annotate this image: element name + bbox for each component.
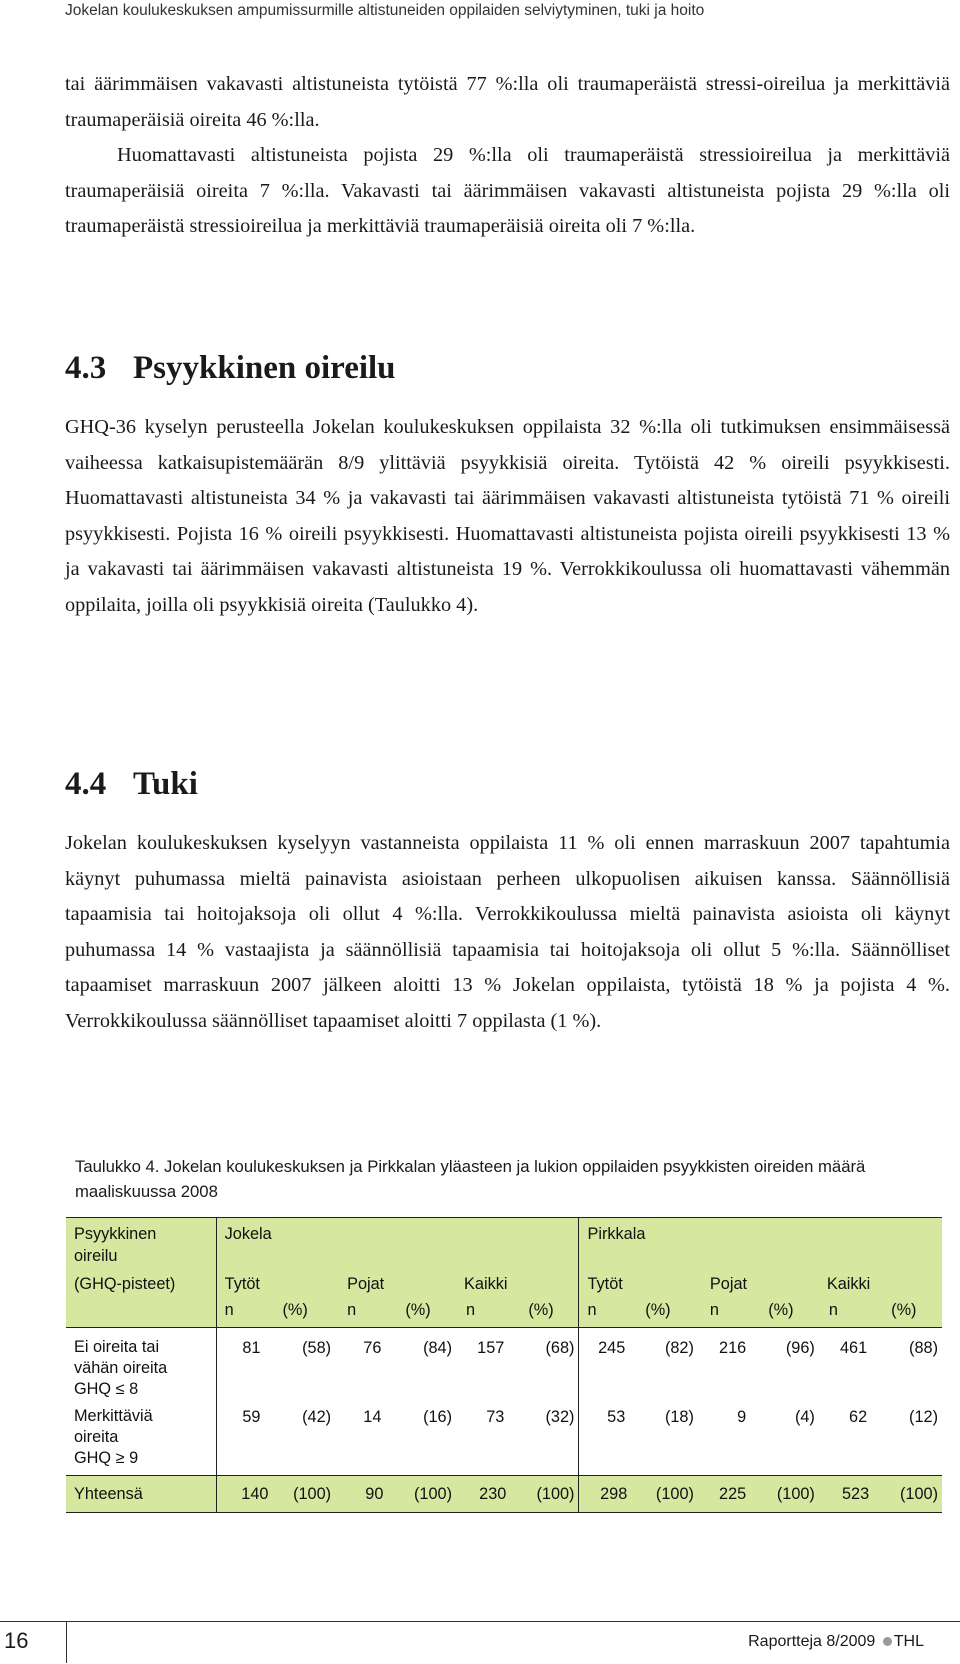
sub-pojat: Pojat: [700, 1267, 821, 1295]
cell-n: 90: [337, 1476, 393, 1513]
cell-pct: (100): [272, 1476, 337, 1513]
intro-paragraph-1: tai äärimmäisen vakavasti altistuneista tytöistä 77 %:lla oli traumaperäistä stressi-oireilua ja merkittäviä traumaperäisiä oireita 46 %:lla.: [65, 73, 950, 131]
table-caption: Taulukko 4. Jokelan koulukeskuksen ja Pirkkalan yläasteen ja lukion oppilaiden psyykkisten oireiden määrä maaliskuussa 2008: [75, 1157, 866, 1201]
section-4-4-heading: [65, 764, 198, 804]
cell-n: 81: [216, 1328, 272, 1401]
cell-n: 59: [216, 1400, 272, 1476]
cell-n: 298: [579, 1476, 635, 1513]
cell-pct: (82): [664, 1339, 694, 1357]
pct-label: (%): [635, 1295, 700, 1328]
section-4-3-body: GHQ-36 kyselyn perusteella Jokelan koulukeskuksen oppilaista 32 %:lla oli tutkimuksen ensimmäisessä vaiheessa katkaisupistemäärän 8/9 ylittäviä psyykkisiä oireita. Tytöistä 42 % oireili psyykkisesti. Huomattavasti altistuneista 34 % ja vakavasti tai äärimmäisen vakavasti altistuneista tytöistä 71 % oireili psyykkisesti. Pojista 16 % oireili psyykkisesti. Huomattavasti altistuneista pojista oireili psyykkisesti 13 % ja vakavasti tai äärimmäisen vakavasti altistuneista 19 %. Verrokkikoulussa oli huomattavasti vähemmän oppilaita, joilla oli psyykkisiä oireita (Taulukko 4).: [65, 416, 950, 616]
footer-rule-tick: [66, 1621, 67, 1663]
section-4-4-body: Jokelan koulukeskuksen kyselyyn vastanneista oppilaista 11 % oli ennen marraskuun 2007 tapahtumia käynyt puhumassa mieltä painavista asioistaan perheen ulkopuolisen aikuisen kanssa. Säännöllisiä tapaamisia tai hoitojaksoja oli ollut 4 %:lla. Verrokkikoulussa mieltä painavista asioista oli käynyt puhumassa 14 % vastaajista ja säännöllisiä tapaamisia tai hoitojaksoja oli ollut 5 %:lla. Säännölliset tapaamiset marraskuun 2007 jälkeen aloitti 13 % Jokelan oppilaista, tytöistä 18 % ja pojista 4 %. Verrokkikoulussa säännölliset tapaamiset aloitti 7 oppilasta (1 %).: [65, 832, 950, 1032]
cell-n: 230: [458, 1476, 514, 1513]
header-label-line-2: oireilu: [66, 1245, 216, 1267]
row-label: Merkittäviä oireita GHQ ≥ 9: [74, 1407, 153, 1467]
cell-pct: (100): [756, 1476, 821, 1513]
pct-label: (%): [756, 1295, 821, 1328]
cell-pct: (68): [545, 1339, 575, 1357]
publication-label: Raportteja 8/2009: [748, 1633, 876, 1650]
header-row-2: [66, 1245, 942, 1267]
table-row: [66, 1400, 942, 1476]
n-label: n: [337, 1295, 393, 1328]
cell-n: 225: [700, 1476, 756, 1513]
header-row-subgroups: [66, 1267, 942, 1295]
bullet-dot-icon: [883, 1637, 892, 1646]
cell-pct: (96): [785, 1339, 815, 1357]
section-4-3-heading: [65, 348, 396, 388]
cell-n: 14: [363, 1408, 382, 1426]
row-label: Yhteensä: [66, 1476, 216, 1513]
group-jokela: Jokela: [216, 1218, 579, 1246]
cell-pct: (100): [877, 1476, 942, 1513]
section-title: Tuki: [133, 766, 198, 802]
pct-label: (%): [272, 1295, 337, 1328]
section-number: 4.3: [65, 350, 107, 386]
org-label: THL: [893, 1633, 924, 1650]
cell-n: 216: [719, 1339, 747, 1357]
cell-pct: (88): [909, 1339, 938, 1357]
cell-n: 76: [363, 1339, 382, 1357]
n-label: n: [458, 1295, 514, 1328]
sub-tytot: Tytöt: [579, 1267, 700, 1295]
pct-label: (%): [877, 1295, 942, 1328]
n-label: n: [700, 1295, 756, 1328]
header-row-groups: [66, 1218, 942, 1246]
cell-n: 62: [849, 1408, 868, 1426]
running-header: Jokelan koulukeskuksen ampumissurmille altistuneiden oppilaiden selviytyminen, tuki ja hoito: [65, 2, 705, 19]
table-row: [66, 1328, 942, 1401]
cell-pct: (100): [514, 1476, 579, 1513]
table-total-row: [66, 1476, 942, 1513]
cell-pct: (100): [393, 1476, 458, 1513]
group-pirkkala: Pirkkala: [579, 1218, 942, 1246]
cell-pct: (12): [909, 1408, 938, 1426]
cell-n: 73: [486, 1408, 505, 1426]
row-label: Ei oireita tai vähän oireita GHQ ≤ 8: [74, 1338, 168, 1398]
cell-pct: (32): [545, 1408, 575, 1426]
cell-n: 53: [579, 1400, 635, 1476]
cell-pct: (4): [794, 1408, 815, 1426]
n-label: n: [579, 1295, 635, 1328]
cell-n: 461: [839, 1339, 868, 1357]
cell-pct: (100): [635, 1476, 700, 1513]
header-row-units: [66, 1295, 942, 1328]
footer-rule: [0, 1621, 960, 1622]
sub-pojat: Pojat: [337, 1267, 458, 1295]
intro-text: [65, 67, 950, 245]
sub-kaikki: Kaikki: [821, 1267, 942, 1295]
n-label: n: [821, 1295, 877, 1328]
sub-kaikki: Kaikki: [458, 1267, 579, 1295]
cell-n: 245: [579, 1328, 635, 1401]
intro-paragraph-2: Huomattavasti altistuneista pojista 29 %:lla oli traumaperäistä stressioireilua ja merkittäviä traumaperäisiä oireita 7 %:lla. Vakavasti tai äärimmäisen vakavasti altistuneista pojista 29 %:lla oli traumaperäistä stressioireilua ja merkittäviä traumaperäisiä oireita oli 7 %:lla.: [65, 144, 950, 237]
cell-pct: (42): [302, 1408, 332, 1426]
cell-n: 9: [737, 1408, 747, 1426]
cell-pct: (18): [664, 1408, 694, 1426]
footer-publication: [748, 1633, 924, 1651]
cell-pct: (84): [423, 1339, 453, 1357]
cell-n: 157: [477, 1339, 505, 1357]
header-label-line-3: (GHQ-pisteet): [66, 1267, 216, 1295]
cell-n: 523: [821, 1476, 877, 1513]
section-title: Psyykkinen oireilu: [133, 350, 396, 386]
cell-pct: (16): [423, 1408, 453, 1426]
table-4: [66, 1217, 942, 1513]
cell-n: 140: [216, 1476, 272, 1513]
cell-pct: (58): [302, 1339, 332, 1357]
pct-label: (%): [514, 1295, 579, 1328]
pct-label: (%): [393, 1295, 458, 1328]
n-label: n: [216, 1295, 272, 1328]
section-number: 4.4: [65, 766, 107, 802]
page-number: 16: [4, 1628, 29, 1653]
sub-tytot: Tytöt: [216, 1267, 337, 1295]
header-label-line-1: Psyykkinen: [66, 1218, 216, 1246]
